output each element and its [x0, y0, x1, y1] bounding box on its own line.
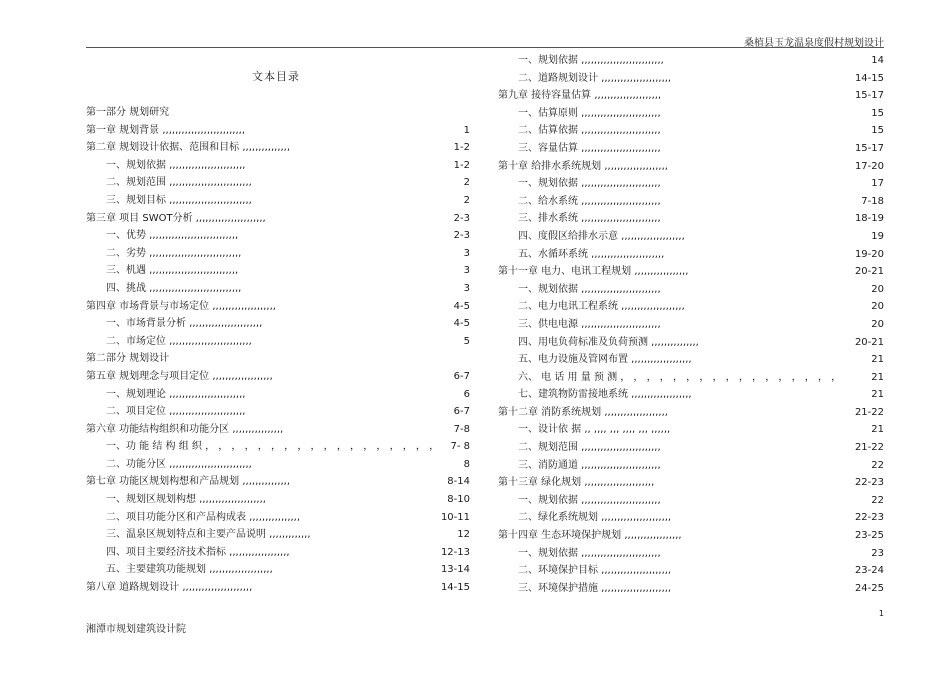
toc-entry	[498, 421, 884, 439]
toc-entry-page: 23-25	[851, 527, 884, 545]
toc-entry-title: 一、优势 ,,,,,,,,,,,,,,,,,,,,,,,,,,,,	[106, 230, 239, 242]
toc-entry-title: 六、 电 话 用 量 预 测 ， ， ， ， ， ， ， ， ， ， ， ， ， ， ， ， ，	[518, 371, 842, 383]
toc-entry-page: 21	[867, 386, 884, 404]
toc-entry-title: 第三章 项目 SWOT分析 ,,,,,,,,,,,,,,,,,,,,,,	[86, 212, 266, 224]
toc-entry	[86, 139, 470, 157]
toc-entry-page: 6	[460, 386, 470, 404]
toc-entry	[86, 192, 470, 210]
toc-entry	[86, 298, 470, 316]
toc-entry	[498, 386, 884, 404]
toc-entry-title: 第十章 给排水系统规划 ,,,,,,,,,,,,,,,,,,,,	[498, 160, 668, 172]
toc-entry-page: 15-17	[851, 87, 884, 105]
toc-entry-title: 二、项目定位 ,,,,,,,,,,,,,,,,,,,,,,,,	[106, 406, 246, 418]
toc-entry-title: 一、规划依据 ,,,,,,,,,,,,,,,,,,,,,,,,,,	[518, 55, 664, 66]
toc-entry-title: 二、绿化系统规划 ,,,,,,,,,,,,,,,,,,,,,,	[518, 512, 672, 524]
toc-right-column	[498, 52, 884, 597]
toc-entry-title: 四、项目主要经济技术指标 ,,,,,,,,,,,,,,,,,,,	[106, 546, 290, 558]
toc-entry-title: 第一章 规划背景 ,,,,,,,,,,,,,,,,,,,,,,,,,,	[86, 124, 246, 136]
toc-entry-page: 20	[867, 281, 884, 299]
toc-entry	[498, 140, 884, 158]
toc-entry	[498, 580, 884, 598]
toc-entry	[498, 158, 884, 176]
toc-entry-page: 22-23	[851, 509, 884, 527]
toc-entry-page: 23-24	[851, 562, 884, 580]
toc-entry-title: 第六章 功能结构组织和功能分区 ,,,,,,,,,,,,,,,,	[86, 423, 284, 435]
toc-entry-page: 2-3	[450, 210, 470, 228]
toc-entry	[86, 438, 470, 456]
toc-entry	[498, 474, 884, 492]
toc-entry-title: 第八章 道路规划设计 ,,,,,,,,,,,,,,,,,,,,,,	[86, 582, 253, 594]
toc-entry-title: 三、规划目标 ,,,,,,,,,,,,,,,,,,,,,,,,,,	[106, 194, 252, 206]
toc-entry	[498, 175, 884, 193]
toc-entry-page: 19	[867, 228, 884, 246]
toc-entry	[86, 333, 470, 351]
toc-entry	[498, 87, 884, 105]
toc-entry-page: 2	[460, 174, 470, 192]
toc-entry	[86, 579, 470, 597]
toc-entry	[86, 122, 470, 140]
toc-entry-title: 一、规划区规划构想 ,,,,,,,,,,,,,,,,,,,,,	[106, 494, 266, 506]
toc-entry-page: 22	[867, 457, 884, 475]
toc-entry-page: 22-23	[851, 474, 884, 492]
toc-entry-title: 二、电力电讯工程系统 ,,,,,,,,,,,,,,,,,,,,	[518, 301, 685, 313]
toc-entry	[498, 105, 884, 123]
header-rule	[86, 47, 884, 48]
toc-entry	[498, 439, 884, 457]
toc-entry	[86, 315, 470, 333]
toc-entry-title: 二、功能分区 ,,,,,,,,,,,,,,,,,,,,,,,,,,	[106, 458, 252, 470]
toc-entry-title: 三、环境保护措施 ,,,,,,,,,,,,,,,,,,,,,,	[518, 582, 672, 594]
toc-entry-page: 21-22	[851, 439, 884, 457]
toc-entry-page: 3	[460, 245, 470, 263]
toc-entry-title: 第十一章 电力、电讯工程规划 ,,,,,,,,,,,,,,,,,	[498, 266, 689, 278]
toc-entry-page: 12	[453, 526, 470, 544]
toc-entry-page: 20-21	[851, 334, 884, 352]
toc-entry-title: 一、功 能 结 构 组 织 ， ， ， ， ， ， ， ， ， ， ， ， ， ， ， ， ， ，	[106, 441, 440, 453]
toc-entry-title: 五、电力设施及管网布置 ,,,,,,,,,,,,,,,,,,,	[518, 354, 692, 366]
toc-entry	[498, 492, 884, 510]
toc-entry-title: 一、市场背景分析 ,,,,,,,,,,,,,,,,,,,,,,,	[106, 318, 263, 330]
toc-entry-title: 第十四章 生态环境保护规划 ,,,,,,,,,,,,,,,,,,	[498, 530, 682, 542]
toc-entry-title: 三、容量估算 ,,,,,,,,,,,,,,,,,,,,,,,,,	[518, 142, 661, 154]
toc-entry-title: 第九章 接待容量估算 ,,,,,,,,,,,,,,,,,,,,,	[498, 90, 662, 102]
toc-entry	[498, 404, 884, 422]
toc-entry-title: 第十三章 绿化规划 ,,,,,,,,,,,,,,,,,,,,,,	[498, 477, 655, 489]
toc-entry-title: 二、环境保护目标 ,,,,,,,,,,,,,,,,,,,,,,	[518, 565, 672, 577]
toc-entry-page: 6-7	[450, 368, 470, 386]
toc-entry-page: 20	[867, 316, 884, 334]
toc-entry-page: 19-20	[851, 246, 884, 264]
toc-entry-page: 21	[867, 369, 884, 387]
toc-entry-page: 17	[867, 175, 884, 193]
toc-entry	[498, 210, 884, 228]
toc-entry-title: 二、项目功能分区和产品构成表 ,,,,,,,,,,,,,,,,	[106, 511, 301, 523]
toc-entry-page: 6-7	[450, 403, 470, 421]
toc-entry	[498, 351, 884, 369]
toc-entry-page: 22	[867, 492, 884, 510]
toc-entry-title: 三、机遇 ,,,,,,,,,,,,,,,,,,,,,,,,,,,,	[106, 265, 239, 277]
toc-entry	[86, 227, 470, 245]
toc-entry-title: 第七章 功能区规划构想和产品规划 ,,,,,,,,,,,,,,,	[86, 476, 291, 488]
toc-entry-page: 17-20	[851, 158, 884, 176]
toc-entry-title: 二、道路规划设计 ,,,,,,,,,,,,,,,,,,,,,,	[518, 72, 672, 84]
toc-entry	[86, 386, 470, 404]
toc-entry-title: 第二章 规划设计依据、范围和目标 ,,,,,,,,,,,,,,,	[86, 142, 291, 154]
toc-entry-page: 14-15	[437, 579, 470, 597]
toc-entry-title: 一、规划理论 ,,,,,,,,,,,,,,,,,,,,,,,,	[106, 388, 246, 400]
toc-entry	[498, 562, 884, 580]
toc-entry	[86, 456, 470, 474]
toc-entry	[498, 545, 884, 563]
toc-entry-page: 15	[867, 122, 884, 140]
page-number: 1	[878, 609, 884, 618]
toc-entry	[498, 263, 884, 281]
toc-entry	[86, 210, 470, 228]
toc-entry	[498, 509, 884, 527]
toc-entry	[86, 544, 470, 562]
toc-entry	[86, 157, 470, 175]
toc-entry	[498, 70, 884, 88]
toc-entry-page: 21	[867, 421, 884, 439]
toc-entry-title: 二、市场定位 ,,,,,,,,,,,,,,,,,,,,,,,,,,	[106, 335, 252, 347]
toc-entry-title: 五、主要建筑功能规划 ,,,,,,,,,,,,,,,,,,,,	[106, 564, 273, 576]
toc-entry	[498, 246, 884, 264]
toc-entry-title: 五、水循环系统 ,,,,,,,,,,,,,,,,,,,,,,,	[518, 248, 665, 260]
toc-entry-title: 二、给水系统 ,,,,,,,,,,,,,,,,,,,,,,,,,	[518, 195, 661, 207]
toc-entry-title: 一、估算原则 ,,,,,,,,,,,,,,,,,,,,,,,,,	[518, 107, 661, 119]
toc-entry-title: 一、规划依据 ,,,,,,,,,,,,,,,,,,,,,,,,,	[518, 283, 661, 295]
toc-entry-title: 四、度假区给排水示意 ,,,,,,,,,,,,,,,,,,,,	[518, 230, 685, 242]
toc-entry-title: 一、规划依据 ,,,,,,,,,,,,,,,,,,,,,,,,,	[518, 494, 661, 506]
toc-entry-title: 第十二章 消防系统规划 ,,,,,,,,,,,,,,,,,,,,	[498, 406, 668, 418]
toc-entry	[498, 316, 884, 334]
toc-entry-title: 一、设计依 据 ,, ,,,, ,,, ,,,, ,,, ,,,,,,	[518, 424, 671, 436]
toc-entry	[498, 457, 884, 475]
toc-entry	[86, 403, 470, 421]
toc-entry	[498, 281, 884, 299]
toc-entry-title: 第五章 规划理念与项目定位 ,,,,,,,,,,,,,,,,,,,	[86, 370, 273, 382]
toc-entry-page: 14	[867, 52, 884, 70]
toc-entry-page: 23	[867, 545, 884, 563]
toc-title: 文本目录	[252, 70, 300, 83]
toc-entry-title: 三、消防通道 ,,,,,,,,,,,,,,,,,,,,,,,,,	[518, 459, 661, 471]
toc-entry-title: 七、建筑物防雷接地系统 ,,,,,,,,,,,,,,,,,,,	[518, 389, 692, 401]
document-header-title: 桑植县玉龙温泉度假村规划设计	[744, 38, 884, 49]
toc-entry-page: 12-13	[437, 544, 470, 562]
toc-entry	[498, 298, 884, 316]
toc-entry-page: 20-21	[851, 263, 884, 281]
toc-entry-title: 二、规划范围 ,,,,,,,,,,,,,,,,,,,,,,,,,,	[106, 177, 252, 189]
toc-entry-page: 2	[460, 192, 470, 210]
toc-entry	[86, 491, 470, 509]
toc-entry-page: 8-14	[443, 473, 470, 491]
toc-entry-title: 第四章 市场背景与市场定位 ,,,,,,,,,,,,,,,,,,,,	[86, 300, 276, 312]
toc-entry-title: 一、规划依据 ,,,,,,,,,,,,,,,,,,,,,,,,,	[518, 178, 661, 190]
toc-entry	[86, 473, 470, 491]
toc-entry	[86, 561, 470, 579]
toc-entry-title: 二、估算依据 ,,,,,,,,,,,,,,,,,,,,,,,,,	[518, 125, 661, 137]
toc-entry	[86, 174, 470, 192]
toc-entry-page: 7-8	[450, 421, 470, 439]
toc-entry-title: 三、供电电源 ,,,,,,,,,,,,,,,,,,,,,,,,,	[518, 318, 661, 330]
toc-entry-title: 三、温泉区规划特点和主要产品说明 ,,,,,,,,,,,,,	[106, 529, 311, 541]
toc-entry-title: 一、规划依据 ,,,,,,,,,,,,,,,,,,,,,,,,	[106, 159, 246, 171]
toc-entry	[86, 509, 470, 527]
toc-entry-page: 21	[867, 351, 884, 369]
toc-entry-page: 8	[460, 456, 470, 474]
toc-entry-title: 二、规划范围 ,,,,,,,,,,,,,,,,,,,,,,,,,	[518, 442, 661, 454]
toc-entry	[498, 527, 884, 545]
toc-entry-page: 4-5	[450, 315, 470, 333]
toc-entry	[498, 369, 884, 387]
toc-entry	[86, 280, 470, 298]
toc-entry	[86, 421, 470, 439]
footer-organization: 湘潭市规划建筑设计院	[86, 624, 186, 635]
toc-entry-page: 21-22	[851, 404, 884, 422]
toc-entry	[498, 52, 884, 70]
toc-entry	[86, 350, 470, 368]
toc-entry-title: 第一部分 规划研究	[86, 107, 170, 118]
toc-entry	[86, 104, 470, 122]
toc-entry-page: 10-11	[437, 509, 470, 527]
toc-entry-title: 四、用电负荷标准及负荷预测 ,,,,,,,,,,,,,,,	[518, 336, 699, 348]
toc-entry	[498, 122, 884, 140]
toc-entry-page: 15	[867, 105, 884, 123]
toc-entry-page: 15-17	[851, 140, 884, 158]
toc-entry	[498, 334, 884, 352]
toc-entry-title: 三、排水系统 ,,,,,,,,,,,,,,,,,,,,,,,,,	[518, 213, 661, 225]
toc-entry-page: 14-15	[851, 70, 884, 88]
toc-entry-title: 第二部分 规划设计	[86, 353, 170, 365]
toc-entry-page: 2-3	[450, 227, 470, 245]
toc-entry-page: 1-2	[450, 139, 470, 157]
toc-entry	[498, 193, 884, 211]
toc-entry-page: 3	[460, 262, 470, 280]
toc-entry-page: 24-25	[851, 580, 884, 598]
toc-entry	[86, 262, 470, 280]
toc-left-column	[86, 104, 470, 597]
toc-entry-page: 20	[867, 298, 884, 316]
toc-entry-page: 13-14	[437, 561, 470, 579]
toc-entry	[498, 228, 884, 246]
toc-entry	[86, 526, 470, 544]
toc-entry-title: 一、规划依据 ,,,,,,,,,,,,,,,,,,,,,,,,,	[518, 547, 661, 559]
toc-entry-page: 1-2	[450, 157, 470, 175]
toc-entry-page: 7-18	[857, 193, 884, 211]
toc-entry-title: 二、劣势 ,,,,,,,,,,,,,,,,,,,,,,,,,,,,,	[106, 247, 242, 259]
toc-entry	[86, 245, 470, 263]
toc-entry-page: 7- 8	[446, 438, 470, 456]
toc-entry-page: 3	[460, 280, 470, 298]
toc-entry-page: 18-19	[851, 210, 884, 228]
toc-entry-title: 四、挑战 ,,,,,,,,,,,,,,,,,,,,,,,,,,,,,	[106, 282, 242, 294]
toc-entry-page: 8-10	[443, 491, 470, 509]
toc-entry-page: 1	[460, 122, 470, 140]
toc-entry-page: 5	[460, 333, 470, 351]
toc-entry	[86, 368, 470, 386]
toc-entry-page: 4-5	[450, 298, 470, 316]
